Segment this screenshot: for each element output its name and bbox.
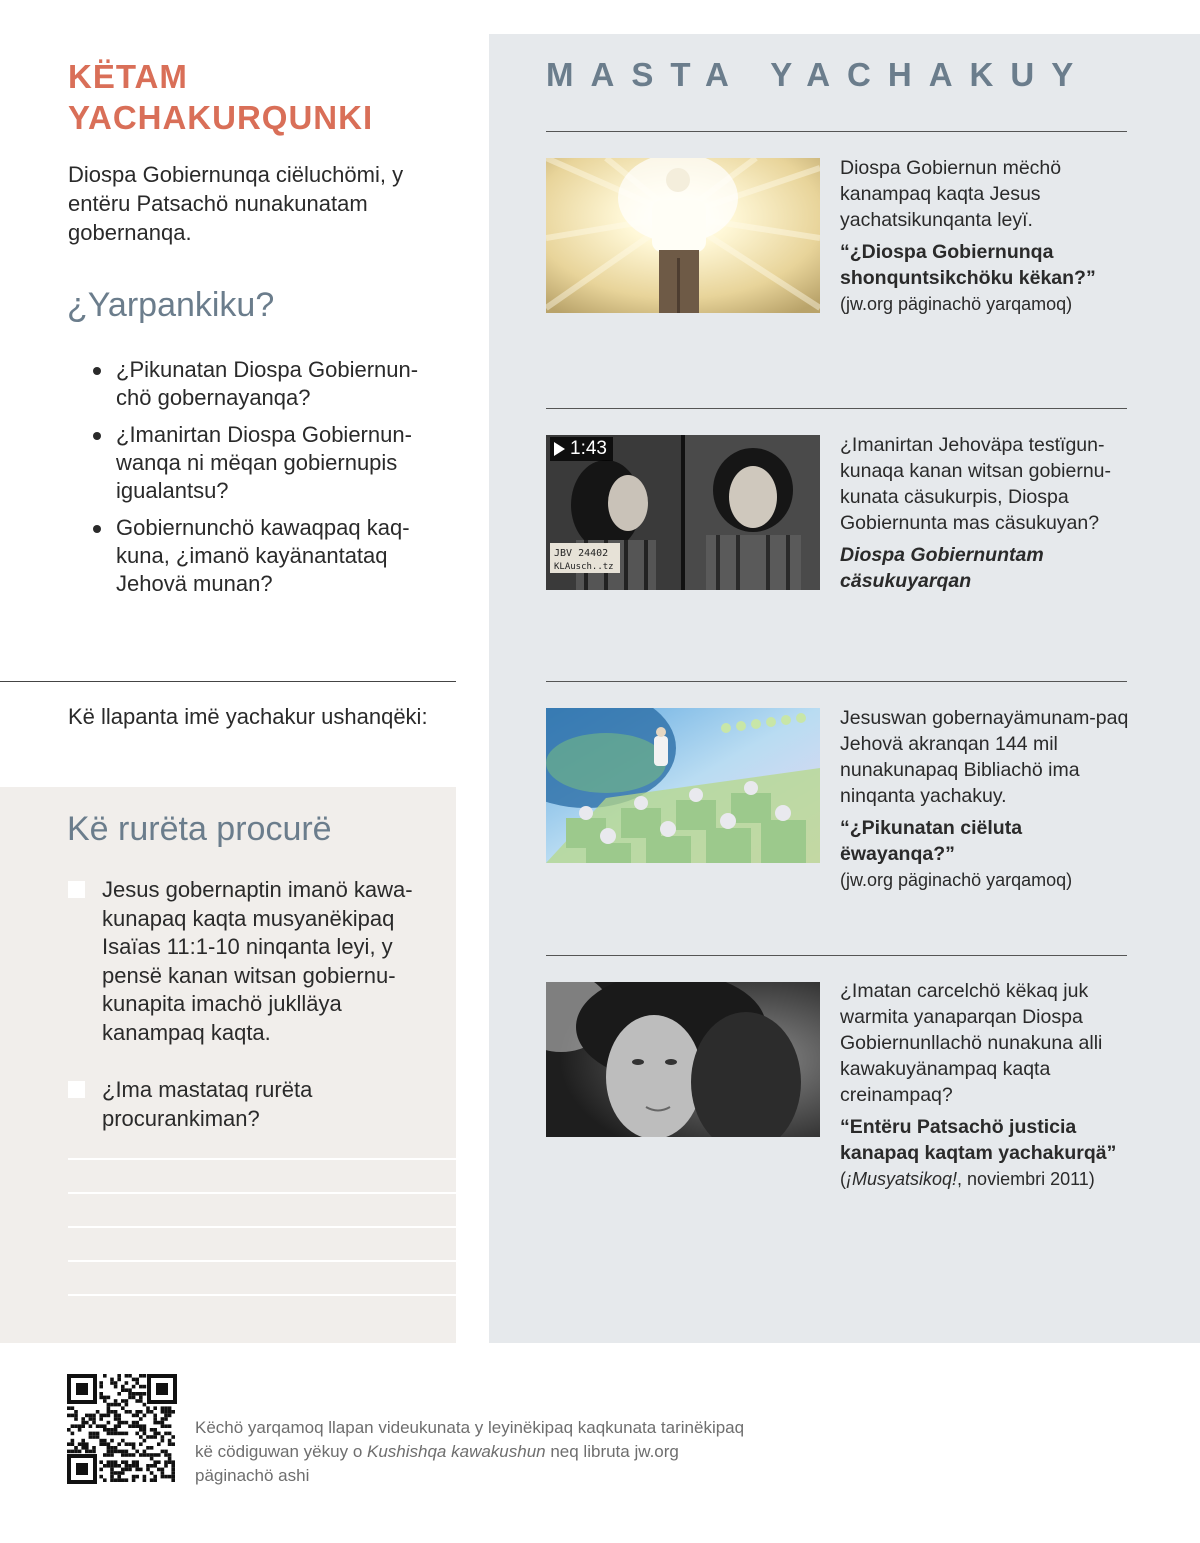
- explore-item-source: (jw.org päginachö yarqamoq): [840, 294, 1073, 314]
- challenge-task-text: Jesus gobernaptin imanö kawa-kunapaq kaqta musyanëkipaq Isaïas 11:1-10 ninqanta leyi, y pensë kanan witsan gobiernu-kunapita imachö juklläya kanampaq kaqta.: [102, 877, 413, 1045]
- glowing-man-image[interactable]: [546, 158, 820, 313]
- review-question-list: [90, 356, 435, 607]
- explore-item-title[interactable]: “¿Pikunatan ciëluta ëwayanqa?”: [840, 817, 1023, 865]
- explore-heading: MASTA YACHAKUY: [546, 56, 1091, 93]
- source-date: , noviembri 2011): [957, 1169, 1095, 1189]
- summary-text: Diospa Gobiernunqa ciëluchömi, y entëru Patsachö nunakunatam gobernanqa.: [68, 162, 404, 245]
- challenge-task: [68, 1076, 438, 1133]
- explore-item-source: (jw.org päginachö yarqamoq): [840, 870, 1073, 890]
- review-question: Gobiernunchö kawaqpaq kaq-kuna, ¿imanö kayänantataq Jehovä munan?: [90, 514, 435, 598]
- prisoner-photo-image[interactable]: [546, 435, 820, 590]
- item-divider: [546, 681, 1127, 682]
- source-open-paren: (: [840, 1169, 846, 1189]
- explore-item-description: [840, 978, 1130, 1192]
- footer-note: [195, 1416, 755, 1488]
- review-question: ¿Pikunatan Diospa Gobiernun-chö gobernayanqa?: [90, 356, 435, 412]
- section-divider: [0, 681, 456, 682]
- write-in-line[interactable]: [68, 1226, 456, 1228]
- svg-text:JBV 24402: JBV 24402: [554, 548, 609, 559]
- qr-code[interactable]: [67, 1374, 177, 1484]
- write-in-line[interactable]: [68, 1294, 456, 1296]
- footer-text-end: neq libruta jw.org päginachö ashi: [195, 1442, 679, 1485]
- explore-item-question: Diospa Gobiernun mëchö kanampaq kaqta Jesus yachatsikunqanta leyï.: [840, 157, 1062, 231]
- write-in-line[interactable]: [68, 1192, 456, 1194]
- item-divider: [546, 131, 1127, 132]
- challenge-heading: Kë rurëta procurë: [67, 810, 332, 848]
- checkbox[interactable]: [68, 881, 85, 898]
- young-woman-portrait-image[interactable]: [546, 982, 820, 1137]
- review-question: ¿Imanirtan Diospa Gobiernun-wanqa ni mëqan gobiernupis igualantsu?: [90, 421, 435, 505]
- explore-item-question: Jesuswan gobernayämunam-paq Jehovä akranqan 144 mil nunakunapaq Bibliachö ima ninqanta yachakuy.: [840, 707, 1129, 807]
- item-divider: [546, 955, 1127, 956]
- review-heading: ¿Yarpankiku?: [67, 286, 275, 324]
- completed-date-label: Kë llapanta imë yachakur ushanqëki:: [68, 704, 428, 729]
- footer-book-title: Kushishqa kawakushun: [367, 1442, 546, 1461]
- svg-text:KLAusch..tz: KLAusch..tz: [554, 562, 614, 572]
- challenge-task: [68, 876, 438, 1047]
- play-icon: [554, 442, 565, 456]
- explore-item-source: [840, 1166, 1130, 1192]
- source-publication: ¡Musyatsikoq!: [846, 1169, 958, 1189]
- explore-item-description: [840, 705, 1130, 893]
- video-duration: 1:43: [570, 438, 607, 459]
- footer-text: Këchö yarqamoq llapan videukunata y leyinëkipaq kaqkunata tarinëkipaq kë cödiguwan yëkuy o: [195, 1418, 745, 1461]
- explore-item-title[interactable]: “Entëru Patsachö justicia kanapaq kaqtam yachakurqä”: [840, 1116, 1117, 1164]
- explore-item-title[interactable]: “¿Diospa Gobiernunqa shonquntsikchöku këkan?”: [840, 241, 1096, 289]
- item-divider: [546, 408, 1127, 409]
- checkbox[interactable]: [68, 1081, 85, 1098]
- write-in-line[interactable]: [68, 1158, 456, 1160]
- write-in-line[interactable]: [68, 1260, 456, 1262]
- explore-item-question: ¿Imanirtan Jehoväpa testïgun-kunaqa kanan witsan gobiernu-kunata cäsukurpis, Diospa Gobiernunta mas cäsukuyan?: [840, 434, 1112, 534]
- explore-item-question: ¿Imatan carcelchö këkaq juk warmita yanaparqan Diospa Gobiernunllachö nunakuna alli kawakuyänampaq kaqta creinampaq?: [840, 980, 1103, 1106]
- challenge-task-text: ¿Ima mastataq rurëta procurankiman?: [102, 1077, 313, 1131]
- explore-item-title[interactable]: Diospa Gobiernuntam cäsukuyarqan: [840, 544, 1044, 592]
- heavenly-rulers-image[interactable]: [546, 708, 820, 863]
- video-duration-badge[interactable]: [550, 437, 613, 461]
- explore-item-description: [840, 155, 1130, 317]
- explore-item-description: [840, 432, 1130, 594]
- summary-title: KËTAM YACHAKURQUNKI: [68, 58, 374, 136]
